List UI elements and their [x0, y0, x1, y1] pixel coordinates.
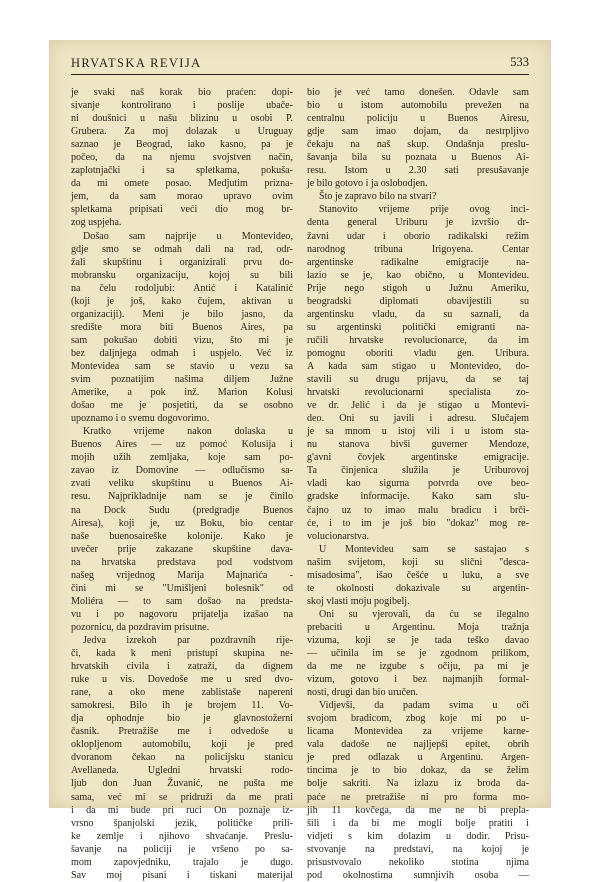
text-line: pomognu oboriti vladu gen. Uribura. — [307, 347, 529, 359]
text-line: tincima je to bio dokaz, da se želim — [307, 765, 529, 777]
text-column-right — [307, 86, 529, 881]
text-line: došao me je posjetiti, da se osobno — [71, 400, 293, 412]
text-line: mobransku organizaciju, kojoj su bili — [71, 269, 293, 281]
text-line: oklopljenom automobilu, koji je pred — [71, 739, 293, 751]
text-line: nu stanova bivši guverner Mendoze, — [307, 439, 529, 451]
text-line: šavanje na policiji je vršeno po sa- — [71, 843, 293, 855]
text-line: prebaciti u Argentinu. Moja tražnja — [307, 621, 529, 633]
text-line: — učinila im se je zgodnom prilikom, — [307, 648, 529, 660]
text-line: licama Montevidea za vrijeme karne- — [307, 726, 529, 738]
text-line: vizuma, koji se je tada teško davao — [307, 634, 529, 646]
text-line: da mi omete posao. Medjutim prizna- — [71, 178, 293, 190]
text-line: organizaciji). Meni je bilo jasno, da — [71, 308, 293, 320]
text-line: Buenos Aires — uz pomoć Kolusija i — [71, 439, 293, 451]
text-line: počeo, da na njemu svojstven način, — [71, 152, 293, 164]
text-line: mojih užih zemljaka, koje sam po- — [71, 452, 293, 464]
text-line: Vidjevši, da padam svima u oči — [319, 700, 529, 712]
text-line: da me ne izgube s očiju, pa mi je — [307, 661, 529, 673]
text-line: či, kada k meni pristupi skupina ne- — [71, 648, 293, 660]
text-line: na Dock Sudu (predgradje Buenos — [71, 504, 293, 516]
text-line: pod okolnostima sumnjivih osoba — — [307, 869, 529, 881]
text-line: te okolnosti dokazivale su argentin- — [307, 582, 529, 594]
text-line: vladi kao sigurna potvrda ove beo- — [307, 478, 529, 490]
text-line: bez daljnjega odmah i uspjelo. Već iz — [71, 347, 293, 359]
text-line: uvečer prije zakazane skupštine dava- — [71, 543, 293, 555]
text-line: saznao je Beograd, iako kasno, pa je — [71, 139, 293, 151]
text-line: Što je zapravo bilo na stvari? — [319, 191, 437, 203]
text-line: na čelu rodoljubi: Antić i Katalinić — [71, 282, 293, 294]
text-line: Grubera. Za moj dolazak u Uruguay — [71, 126, 293, 138]
text-line: skoj vlasti moju pogibelj. — [307, 595, 410, 607]
text-line: Kratko vrijeme nakon dolaska u — [83, 426, 293, 438]
text-line: šili i da bi me mogli bolje pratiti i — [307, 817, 529, 829]
text-line: je svaki naš korak bio praćen: dopi- — [71, 87, 293, 98]
text-line: vrsno španjolski jezik, političke prili- — [71, 817, 293, 829]
text-line: misadosima", išao češće u luku, a sve — [307, 569, 529, 581]
text-line: g'avni čovjek argentinske emigracije. — [307, 452, 529, 464]
text-line: na hrvatska predstava pod vodstvom — [71, 556, 293, 568]
text-line: središte mora biti Buenos Aires, pa — [71, 321, 293, 333]
text-line: ke zemlje i njihovo shvaćanje. Preslu- — [71, 830, 293, 842]
text-line: volucionarstva. — [307, 530, 369, 542]
text-line: zvati veliku skupštinu u Buenos Ai- — [71, 478, 293, 490]
text-line: Amerike, a pok inž. Marion Kolusi — [71, 387, 293, 399]
text-line: Sav moj pisani i tiskani materijal — [71, 869, 293, 881]
text-line: (koji je još, kako čujem, aktivan u — [71, 295, 293, 307]
text-line: gdje smo se odmah dali na rad, odr- — [71, 243, 293, 255]
text-line: spletkama pripisati veći dio mog br- — [71, 204, 293, 216]
text-line: mom zapovjedniku, trajalo je dugo. — [71, 856, 293, 868]
text-line: centralnu policiju u Buenos Airesu, — [307, 113, 529, 125]
text-line: čekaju na naš skup. Ondašnja preslu- — [307, 139, 529, 151]
text-line: ni doušnici u našu blizinu u osobi P. — [71, 113, 293, 125]
text-line: Jedva izrekoh par pozdravnih rije- — [83, 634, 293, 646]
text-line: gradske informacije. Kako sam slu- — [307, 491, 529, 503]
text-line: hrvatski revolucionarni specialista zo- — [307, 387, 529, 399]
text-line: paće ne pretražiše ni pro forma mo- — [307, 791, 529, 803]
text-line: vu i po nagovoru prijatelja izašao na — [71, 608, 293, 620]
text-line: lazio se je, kao obično, u Montevideu. — [307, 269, 529, 281]
text-line: su argentinski politički emigranti na- — [307, 321, 529, 333]
text-line: šavanja bila su poznata u Buenos Ai- — [307, 152, 529, 164]
text-line: argentinske radikalne emigracije na- — [307, 256, 529, 268]
text-line: upoznamo i o svemu dogovorimo. — [71, 413, 210, 425]
text-line: deo. Oni su javili i adresu. Slučajem — [307, 413, 529, 425]
text-line: će, i to im je još bio "dokaz" mog re- — [307, 517, 529, 529]
text-line: stvovanje na predstavi, na kojoj je — [307, 843, 529, 855]
text-line: bio je već tamo donešen. Odavle sam — [307, 87, 529, 98]
page-number: 533 — [510, 55, 529, 69]
text-line: jem, da sam morao upravo ovim — [71, 191, 293, 203]
text-line: resu. Najprikladnije nam se je činilo — [71, 491, 293, 503]
text-line: svim poznatijim našima diljem Južne — [71, 374, 293, 386]
text-line: Montevidea sam se stavio u vezu sa — [71, 360, 293, 372]
text-line: je pred odlazak u Argentinu. Argen- — [307, 752, 529, 764]
text-line: gdje sam imao dojam, da nestrpljivo — [307, 126, 529, 138]
text-line: dvoranom čekao na policijsku stanicu — [71, 752, 293, 764]
text-line: Airesa), koji je, uz Boku, bio centar — [71, 517, 293, 529]
text-line: je bilo gotovo i ja oslobodjen. — [307, 178, 428, 190]
text-line: Moliéra — to sam došao na predsta- — [71, 595, 293, 607]
text-line: Stanovito vrijeme prije ovog inci- — [319, 204, 529, 216]
page-header — [71, 52, 529, 75]
text-line: čini mi se "Umišljeni bolesnik" od — [71, 582, 293, 594]
text-column-left — [71, 86, 293, 881]
text-line: Ta činjenica služila je Uriburovoj — [307, 465, 529, 477]
text-line: resu. Istom u 2.30 sati presušavanje — [307, 165, 529, 177]
text-line: Došao sam najprije u Montevideo, — [83, 230, 293, 242]
text-line: Avellaneda. Ugledni hrvatski rodo- — [71, 765, 293, 777]
text-line: rane, a oko mene zablistaše napereni — [71, 687, 293, 699]
text-line: žali skupštinu i organizirali prvu do- — [71, 256, 293, 268]
text-line: sama, već mi se pridruži da me prati — [71, 791, 293, 803]
journal-title: HRVATSKA REVIJA — [71, 56, 202, 70]
text-line: zog uspjeha. — [71, 217, 122, 229]
text-line: sam pokušao dobiti vizu, što mi je — [71, 334, 293, 346]
text-line: vala dadoše ne najljepši epitet, obrih — [307, 739, 529, 751]
text-line: Oni su vjerovali, da ću se ilegalno — [319, 608, 529, 620]
text-line: čajno uz to imao malu bradicu i brči- — [307, 504, 529, 516]
text-line: žavni udar i oborio radikalski režim — [307, 230, 529, 242]
text-line: ručili hrvatske revolucionarce, da im — [307, 334, 529, 346]
text-line: samokresi. Bilo ih je brojem 11. Vo- — [71, 700, 293, 712]
text-line: argentinsku vladu, da su saznali, da — [307, 308, 529, 320]
text-line: prisustvovalo nekoliko stotina njima — [307, 856, 529, 868]
text-line: dja ophodnje bio je glavnostožerni — [71, 713, 293, 725]
text-line: beogradski diplomati obavijestili su — [307, 295, 529, 307]
text-line: A kada sam stigao u Montevideo, do- — [307, 360, 529, 372]
text-line: jih 11 kovčega, da me ne bi prepla- — [307, 804, 529, 816]
text-line: svojom bradicom, zbog koje mi po u- — [307, 713, 529, 725]
document-page — [49, 40, 551, 881]
text-line: zaplotnjački i sa spletkama, pokuša- — [71, 165, 293, 177]
text-line: vidjeti s kim dolazim u dodir. Prisu- — [307, 830, 529, 842]
text-line: zavao iz Domovine — odlučismo sa- — [71, 465, 293, 477]
text-line: stavili su drugu prijavu, da se taj — [307, 374, 529, 386]
text-line: sivanje kontrolirano i poslije ubače- — [71, 100, 293, 112]
text-line: U Montevideu sam se sastajao s — [319, 543, 529, 555]
text-line: bolje sakriti. Na izlazu iz broda da- — [307, 778, 529, 790]
text-line: ve dr. Jelić i da je stigao u Montevi- — [307, 400, 529, 412]
text-line: pozornicu, da pozdravim prisutne. — [71, 621, 210, 633]
text-line: je sa mnom u istoj vili i u istom sta- — [307, 426, 529, 438]
text-line: našeg vrijednog Marija Majnarića - — [71, 569, 293, 581]
text-line: Prije nego stigoh u Južnu Ameriku, — [307, 282, 529, 294]
text-line: i da mi bude pri ruci On poznaje iz- — [71, 804, 293, 816]
text-line: bio u istom automobilu prevežen na — [307, 100, 529, 112]
text-line: vizum, gotovo i bez najmanjih formal- — [307, 674, 529, 686]
text-line: ruke u vis. Dovedoše me u sred dvo- — [71, 674, 293, 686]
text-line: naše buenosaireške kolonije. Kako je — [71, 530, 293, 542]
text-line: našim svijetom, koji su slični "desca- — [307, 556, 529, 568]
text-line: nosti, drugi dan bio uručen. — [307, 687, 419, 699]
text-line: ljub don Juan Žuvanić, ne pušta me — [71, 778, 293, 790]
text-line: časnik. Pretražiše me i odvedoše u — [71, 726, 293, 738]
text-line: narodnog tribuna Irigoyena. Centar — [307, 243, 529, 255]
text-line: denta general Uriburu je izvršio dr- — [307, 217, 529, 229]
text-line: hrvatskih civila i zatraži, da dignem — [71, 661, 293, 673]
